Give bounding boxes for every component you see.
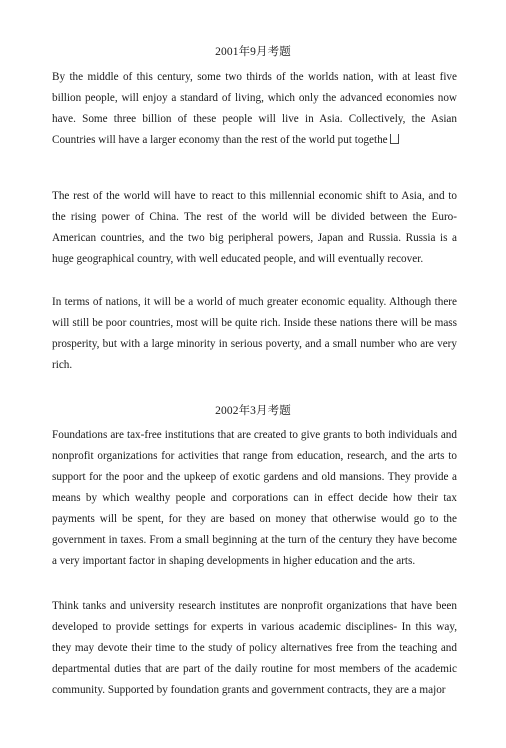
- paragraph-rest-of-world: The rest of the world will have to react to this millennial economic shift to Asia, and to the rising power of China. The rest of the world will be divided between the Euro-American countries, and the two big peripheral powers, Japan and Russia. Russia is a huge geographical country, with well educated people, and will eventually recover.: [52, 190, 457, 265]
- paragraph-economic-equality: In terms of nations, it will be a world of much greater economic equality. Although there will still be poor countries, most will be quite rich. Inside these nations there will be mass prosperity, but with a large minority in serious poverty, and a small number who are very rich.: [52, 296, 457, 371]
- section-title-2001-september: 2001年9月考题: [215, 46, 291, 58]
- missing-glyph-box-icon: [390, 134, 399, 144]
- paragraph-foundations: Foundations are tax-free institutions that are created to give grants to both individuals and nonprofit organizations for activities that range from education, research, and the arts to support for the poor and the upkeep of exotic gardens and old mansions. They provide a means by which wealthy people and corporations can in effect decide how their tax payments will be spent, for they are based on money that otherwise would go to the government in taxes. From a small beginning at the turn of the century they have become a very important factor in shaping developments in higher education and the arts.: [52, 429, 457, 567]
- paragraph-asia-economy: [52, 67, 457, 151]
- paragraph-text: By the middle of this century, some two thirds of the worlds nation, with at least five billion people, will enjoy a standard of living, which only the advanced economies now have. Some three billion of these people will live in Asia. Collectively, the Asian Countries will have a larger economy than the rest of the world put togethe: [52, 71, 457, 146]
- section-title-2002-march: 2002年3月考题: [215, 405, 291, 417]
- paragraph-think-tanks: Think tanks and university research institutes are nonprofit organizations that have been developed to provide settings for experts in various academic disciplines- In this way, they may devote their time to the study of policy alternatives free from the teaching and departmental duties that are part of the daily routine for most members of the academic community. Supported by foundation grants and government contracts, they are a major: [52, 600, 457, 696]
